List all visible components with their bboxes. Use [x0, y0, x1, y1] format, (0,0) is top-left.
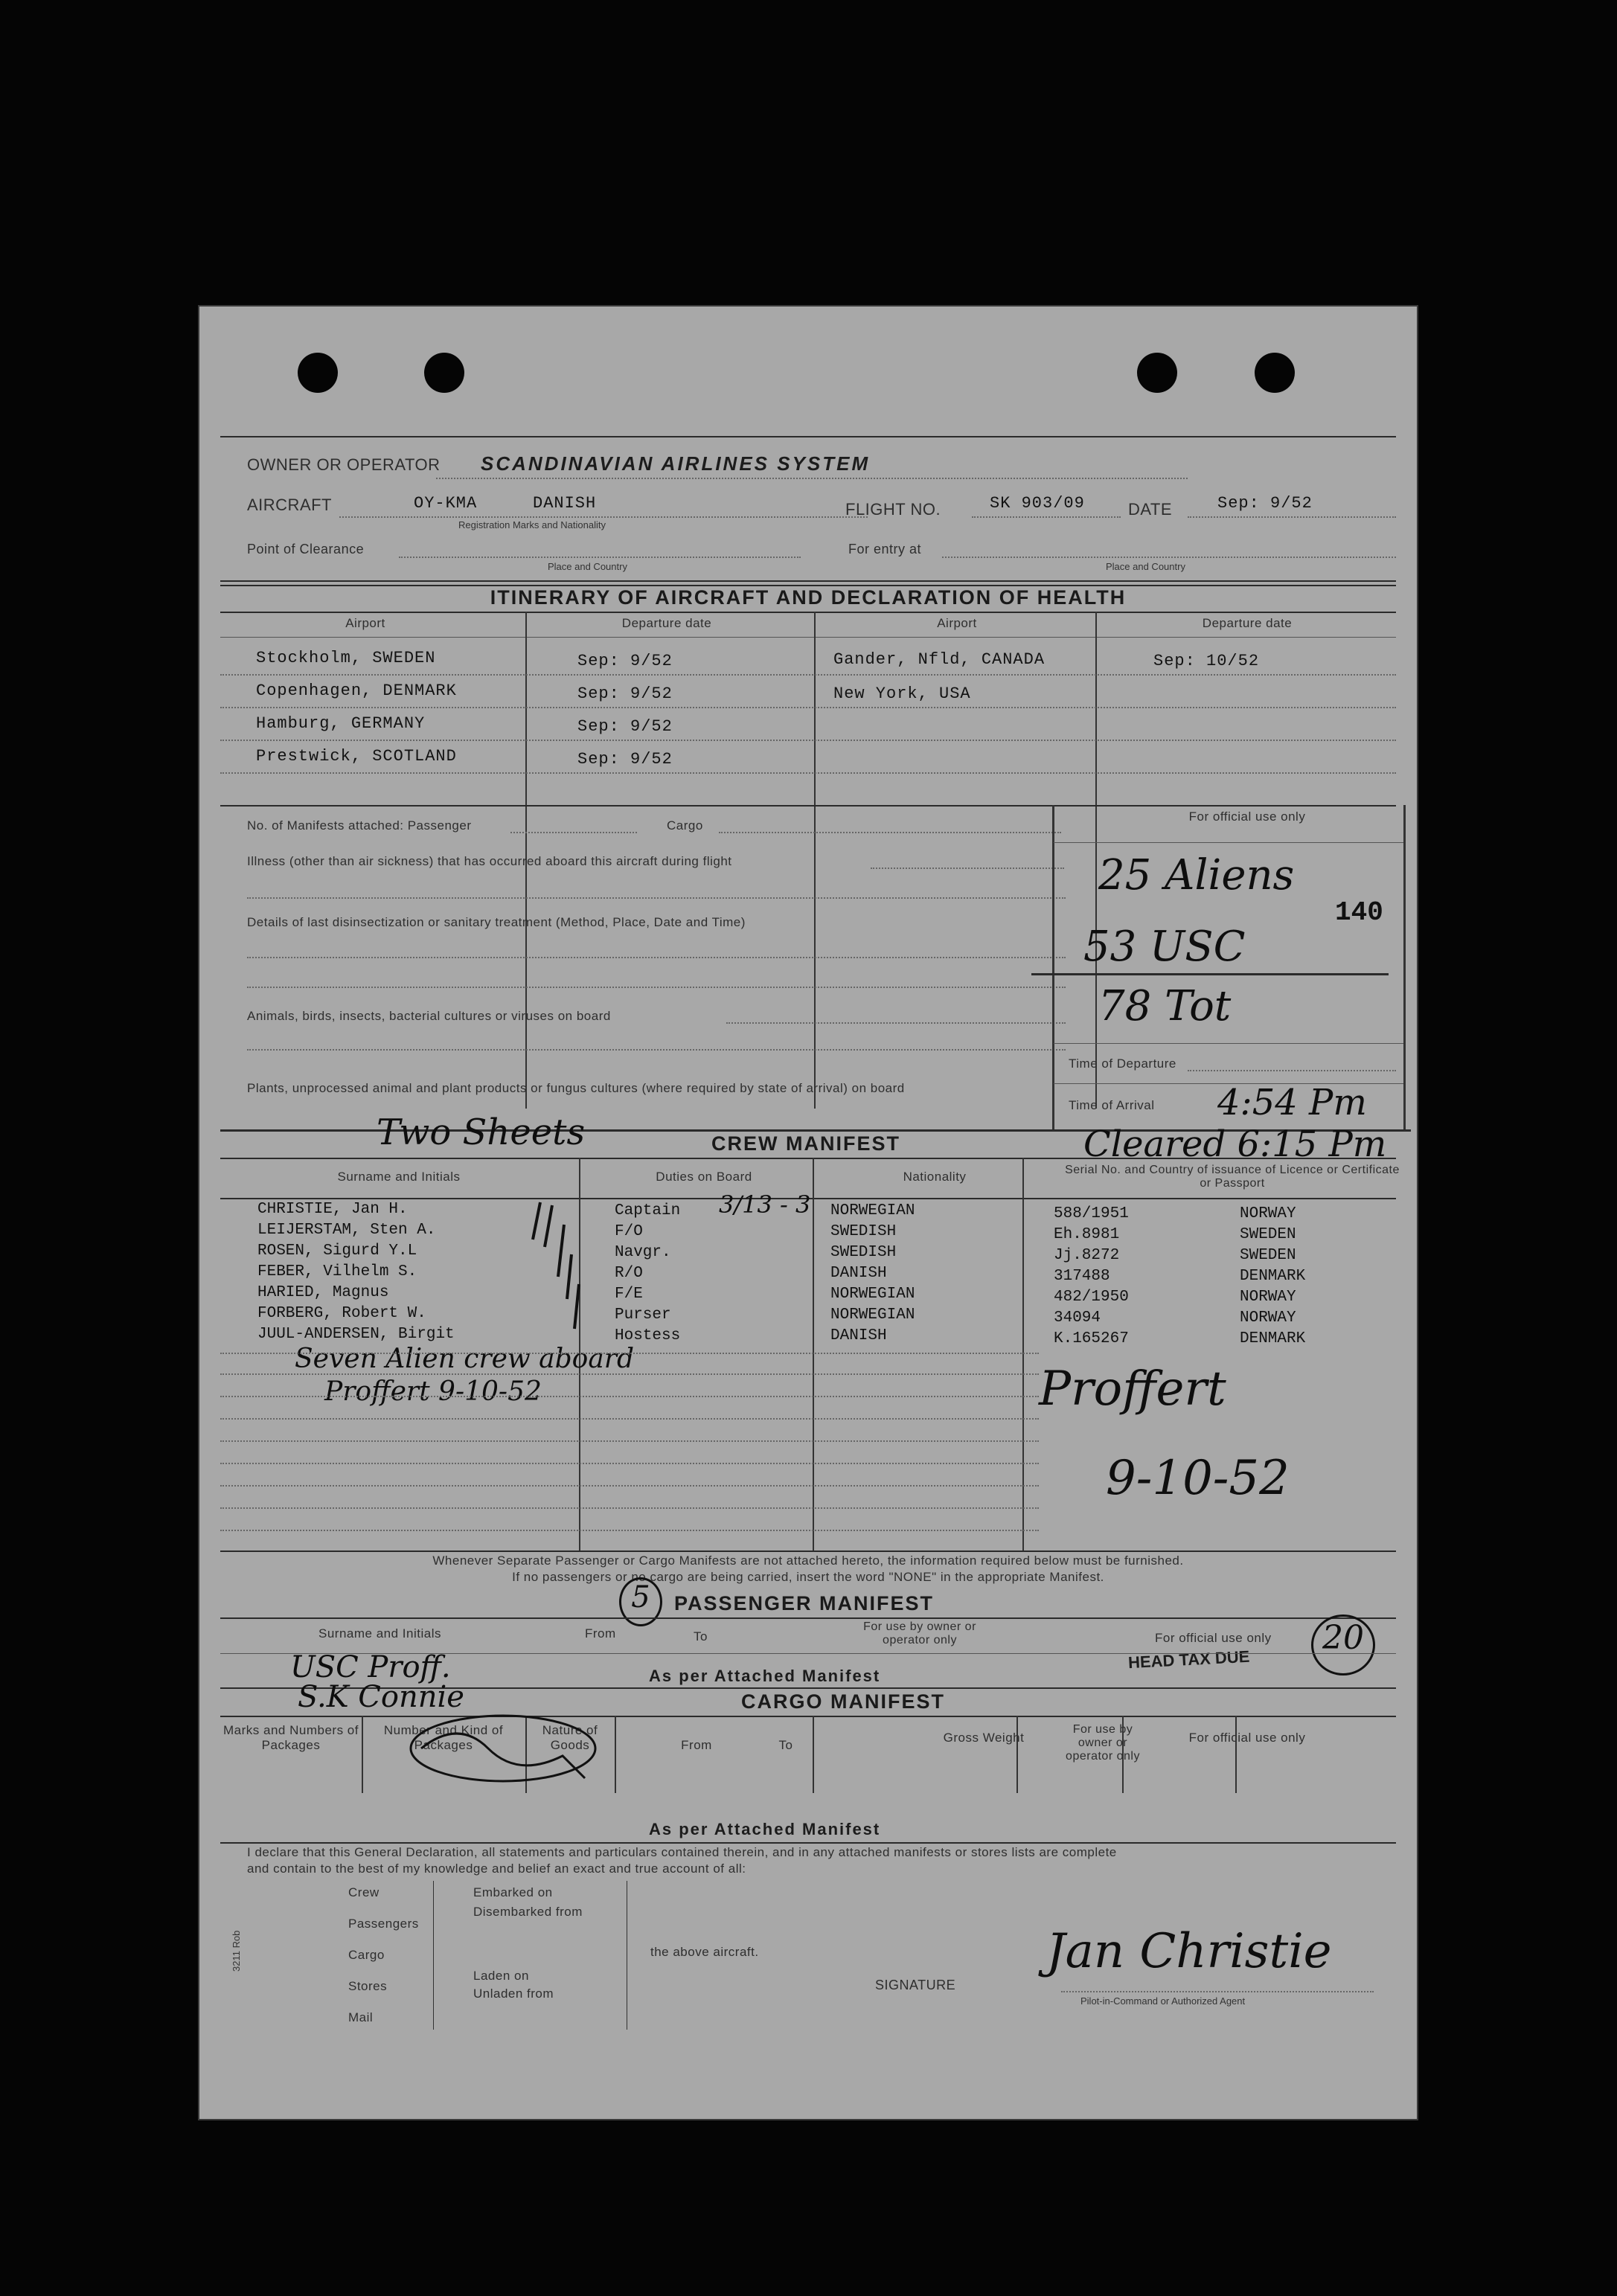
- crew-name: JUUL-ANDERSEN, Birgit: [257, 1326, 455, 1343]
- declaration-text1: I declare that this General Declaration, all statements and particulars contained therein, and in any attached manifests or stores lists are complete: [247, 1845, 1117, 1859]
- crew-duty: Navgr.: [615, 1244, 671, 1261]
- crew-hw-line1: Seven Alien crew aboard: [295, 1344, 635, 1374]
- cargo-col-owner: For use by owner or operator only: [1066, 1723, 1140, 1763]
- crew-nationality: SWEDISH: [830, 1244, 897, 1261]
- aircraft-nationality: DANISH: [533, 494, 597, 513]
- official-aliens: 25 Aliens: [1098, 851, 1295, 900]
- illness-label: Illness (other than air sickness) that has occurred aboard this aircraft during flight: [247, 854, 732, 868]
- crew-duty: Hostess: [615, 1327, 681, 1344]
- duty-annotation: 3/13 - 3: [719, 1190, 811, 1219]
- crew-nationality: DANISH: [830, 1327, 887, 1344]
- time-departure-label: Time of Departure: [1069, 1056, 1176, 1071]
- cargo-count-label: Cargo: [667, 818, 703, 833]
- aircraft-sub: Registration Marks and Nationality: [458, 519, 606, 530]
- crew-name: FORBERG, Robert W.: [257, 1305, 426, 1322]
- cargo-stamp: As per Attached Manifest: [649, 1820, 881, 1838]
- crew-title: CREW MANIFEST: [711, 1132, 900, 1155]
- owner-label: OWNER OR OPERATOR: [247, 455, 441, 474]
- crew-name: CHRISTIE, Jan H.: [257, 1201, 408, 1218]
- signature-label: SIGNATURE: [875, 1978, 956, 1992]
- cargo-col-official: For official use only: [1188, 1731, 1306, 1745]
- crew-serial: 34094: [1054, 1309, 1101, 1327]
- itinerary-airport: Stockholm, SWEDEN: [256, 649, 436, 667]
- for-entry-label: For entry at: [848, 542, 922, 557]
- punch-hole: [1255, 353, 1295, 393]
- head-tax: HEAD TAX DUE: [1127, 1646, 1250, 1673]
- passenger-title: PASSENGER MANIFEST: [674, 1592, 935, 1614]
- notice-line1: Whenever Separate Passenger or Cargo Manifests are not attached hereto, the information required below must be furnished.: [432, 1553, 1184, 1568]
- signature-sub: Pilot-in-Command or Authorized Agent: [1080, 1995, 1246, 2007]
- crew-hw-line2: Proffert 9-10-52: [324, 1376, 542, 1407]
- crew-nationality: NORWEGIAN: [830, 1306, 915, 1324]
- cargo-col-number: Number and Kind of Packages: [383, 1723, 504, 1752]
- crew-handwritten-note: Two Sheets: [377, 1112, 586, 1153]
- place-country-2: Place and Country: [1106, 561, 1185, 572]
- official-header: For official use only: [1188, 809, 1306, 824]
- flight-label: FLIGHT NO.: [845, 500, 941, 519]
- crew-duty: Purser: [615, 1306, 671, 1324]
- crew-serial: Jj.8272: [1054, 1247, 1120, 1264]
- clearance-label: Point of Clearance: [247, 542, 365, 557]
- above-aircraft-label: the above aircraft.: [650, 1945, 759, 1959]
- crew-country: SWEDEN: [1240, 1226, 1296, 1243]
- declaration-item: Cargo: [348, 1948, 385, 1962]
- crew-duty: F/O: [615, 1223, 643, 1240]
- crew-serial: K.165267: [1054, 1330, 1129, 1347]
- head-tax-amount: 20: [1322, 1619, 1364, 1657]
- itinerary-airport: Gander, Nfld, CANADA: [833, 650, 1046, 669]
- crew-col-nationality: Nationality: [903, 1170, 967, 1184]
- date-label: DATE: [1128, 500, 1173, 519]
- itinerary-date: Sep: 9/52: [577, 750, 673, 769]
- cargo-col-from: From: [681, 1738, 712, 1752]
- top-rule: [220, 436, 1396, 437]
- cleared-note: Cleared 6:15 Pm: [1083, 1123, 1387, 1165]
- crew-nationality: DANISH: [830, 1265, 887, 1282]
- crew-duty: Captain: [615, 1202, 681, 1219]
- itinerary-date: Sep: 9/52: [577, 684, 673, 703]
- official-total: 78 Tot: [1098, 982, 1232, 1030]
- cargo-scribble: [399, 1704, 607, 1808]
- crew-nationality: NORWEGIAN: [830, 1202, 915, 1219]
- crew-serial: Eh.8981: [1054, 1226, 1120, 1243]
- laden-label: Laden on: [473, 1969, 529, 1983]
- crew-nationality: SWEDISH: [830, 1223, 897, 1240]
- crew-name: FEBER, Vilhelm S.: [257, 1263, 417, 1280]
- crew-country: NORWAY: [1240, 1289, 1296, 1306]
- crew-col-serial: Serial No. and Country of issuance of Licence or Certificate or Passport: [1065, 1164, 1400, 1190]
- crew-country: NORWAY: [1240, 1309, 1296, 1327]
- crew-country: DENMARK: [1240, 1268, 1306, 1285]
- disinsect-label: Details of last disinsectization or sanitary treatment (Method, Place, Date and Time): [247, 915, 746, 929]
- cargo-title: CARGO MANIFEST: [741, 1690, 945, 1713]
- time-arrival-value: 4:54 Pm: [1217, 1082, 1367, 1123]
- passenger-col-to: To: [694, 1629, 708, 1644]
- notice-line2: If no passengers or no cargo are being carried, insert the word "NONE" in the appropriate Manifest.: [512, 1570, 1104, 1584]
- crew-col-surname: Surname and Initials: [337, 1170, 461, 1184]
- form-number: 3211 Rob: [231, 1930, 242, 1972]
- passenger-stamp: As per Attached Manifest: [649, 1667, 881, 1685]
- crew-serial: 588/1951: [1054, 1205, 1129, 1222]
- cargo-col-marks: Marks and Numbers of Packages: [223, 1723, 359, 1752]
- itinerary-title: ITINERARY OF AIRCRAFT AND DECLARATION OF HEALTH: [490, 586, 1127, 609]
- declaration-form: [198, 305, 1418, 2120]
- date-value: Sep: 9/52: [1217, 494, 1313, 513]
- crew-col-duties: Duties on Board: [656, 1170, 752, 1184]
- official-usc: 53 USC: [1083, 923, 1246, 971]
- crew-name: HARIED, Magnus: [257, 1284, 389, 1301]
- itinerary-date: Sep: 9/52: [577, 717, 673, 736]
- crew-hw-signature: Proffert: [1039, 1362, 1226, 1417]
- passenger-col-surname: Surname and Initials: [318, 1626, 441, 1641]
- passenger-hw-usc: USC Proff.: [290, 1650, 451, 1684]
- cargo-col-gross: Gross Weight: [943, 1731, 1025, 1745]
- official-140: 140: [1335, 897, 1383, 928]
- unladen-label: Unladen from: [473, 1986, 554, 2001]
- crew-duty: F/E: [615, 1286, 643, 1303]
- itinerary-date: Sep: 9/52: [577, 652, 673, 670]
- embarked-label: Embarked on: [473, 1885, 553, 1899]
- signature-value: Jan Christie: [1046, 1924, 1332, 1979]
- col-airport-left: Airport: [345, 616, 385, 630]
- crew-country: DENMARK: [1240, 1330, 1306, 1347]
- punch-hole: [298, 353, 338, 393]
- passenger-count: 5: [631, 1580, 650, 1614]
- declaration-item: Crew: [348, 1885, 380, 1899]
- passenger-col-owner: For use by owner or operator only: [863, 1620, 976, 1646]
- crew-country: SWEDEN: [1240, 1247, 1296, 1264]
- crew-hw-signature-date: 9-10-52: [1106, 1451, 1290, 1506]
- cargo-hw-note: S.K Connie: [298, 1680, 464, 1714]
- crew-serial: 482/1950: [1054, 1289, 1129, 1306]
- place-country-1: Place and Country: [548, 561, 627, 572]
- col-airport-right: Airport: [937, 616, 977, 630]
- itinerary-airport: New York, USA: [833, 684, 971, 703]
- punch-hole: [1137, 353, 1177, 393]
- col-departure-right: Departure date: [1202, 616, 1293, 630]
- crew-duty: R/O: [615, 1265, 643, 1282]
- time-arrival-label: Time of Arrival: [1069, 1098, 1155, 1112]
- cargo-col-to: To: [778, 1738, 793, 1752]
- tally-marks: [525, 1195, 600, 1344]
- animals-label: Animals, birds, insects, bacterial cultures or viruses on board: [247, 1009, 611, 1023]
- declaration-item: Mail: [348, 2010, 374, 2024]
- disembarked-label: Disembarked from: [473, 1905, 583, 1919]
- passenger-col-official: For official use only: [1155, 1631, 1272, 1645]
- crew-name: ROSEN, Sigurd Y.L: [257, 1242, 417, 1260]
- aircraft-label: AIRCRAFT: [247, 496, 332, 514]
- cargo-col-nature: Nature of Goods: [542, 1723, 598, 1752]
- owner-value: SCANDINAVIAN AIRLINES SYSTEM: [481, 452, 871, 475]
- aircraft-marks: OY-KMA: [414, 494, 478, 513]
- crew-nationality: NORWEGIAN: [830, 1286, 915, 1303]
- flight-value: SK 903/09: [990, 494, 1085, 513]
- manifests-label: No. of Manifests attached: Passenger: [247, 818, 472, 833]
- crew-country: NORWAY: [1240, 1205, 1296, 1222]
- punch-hole: [424, 353, 464, 393]
- declaration-item: Passengers: [348, 1917, 419, 1931]
- col-departure-left: Departure date: [621, 616, 712, 630]
- declaration-item: Stores: [348, 1979, 388, 1993]
- declaration-text2: and contain to the best of my knowledge and belief an exact and true account of all:: [247, 1862, 746, 1876]
- crew-serial: 317488: [1054, 1268, 1110, 1285]
- itinerary-airport: Prestwick, SCOTLAND: [256, 747, 457, 766]
- itinerary-airport: Hamburg, GERMANY: [256, 714, 426, 733]
- passenger-col-from: From: [585, 1626, 616, 1641]
- itinerary-airport: Copenhagen, DENMARK: [256, 682, 457, 700]
- itinerary-date: Sep: 10/52: [1153, 652, 1260, 670]
- crew-name: LEIJERSTAM, Sten A.: [257, 1222, 436, 1239]
- plants-label: Plants, unprocessed animal and plant products or fungus cultures (where required by state of arrival) on board: [247, 1081, 905, 1095]
